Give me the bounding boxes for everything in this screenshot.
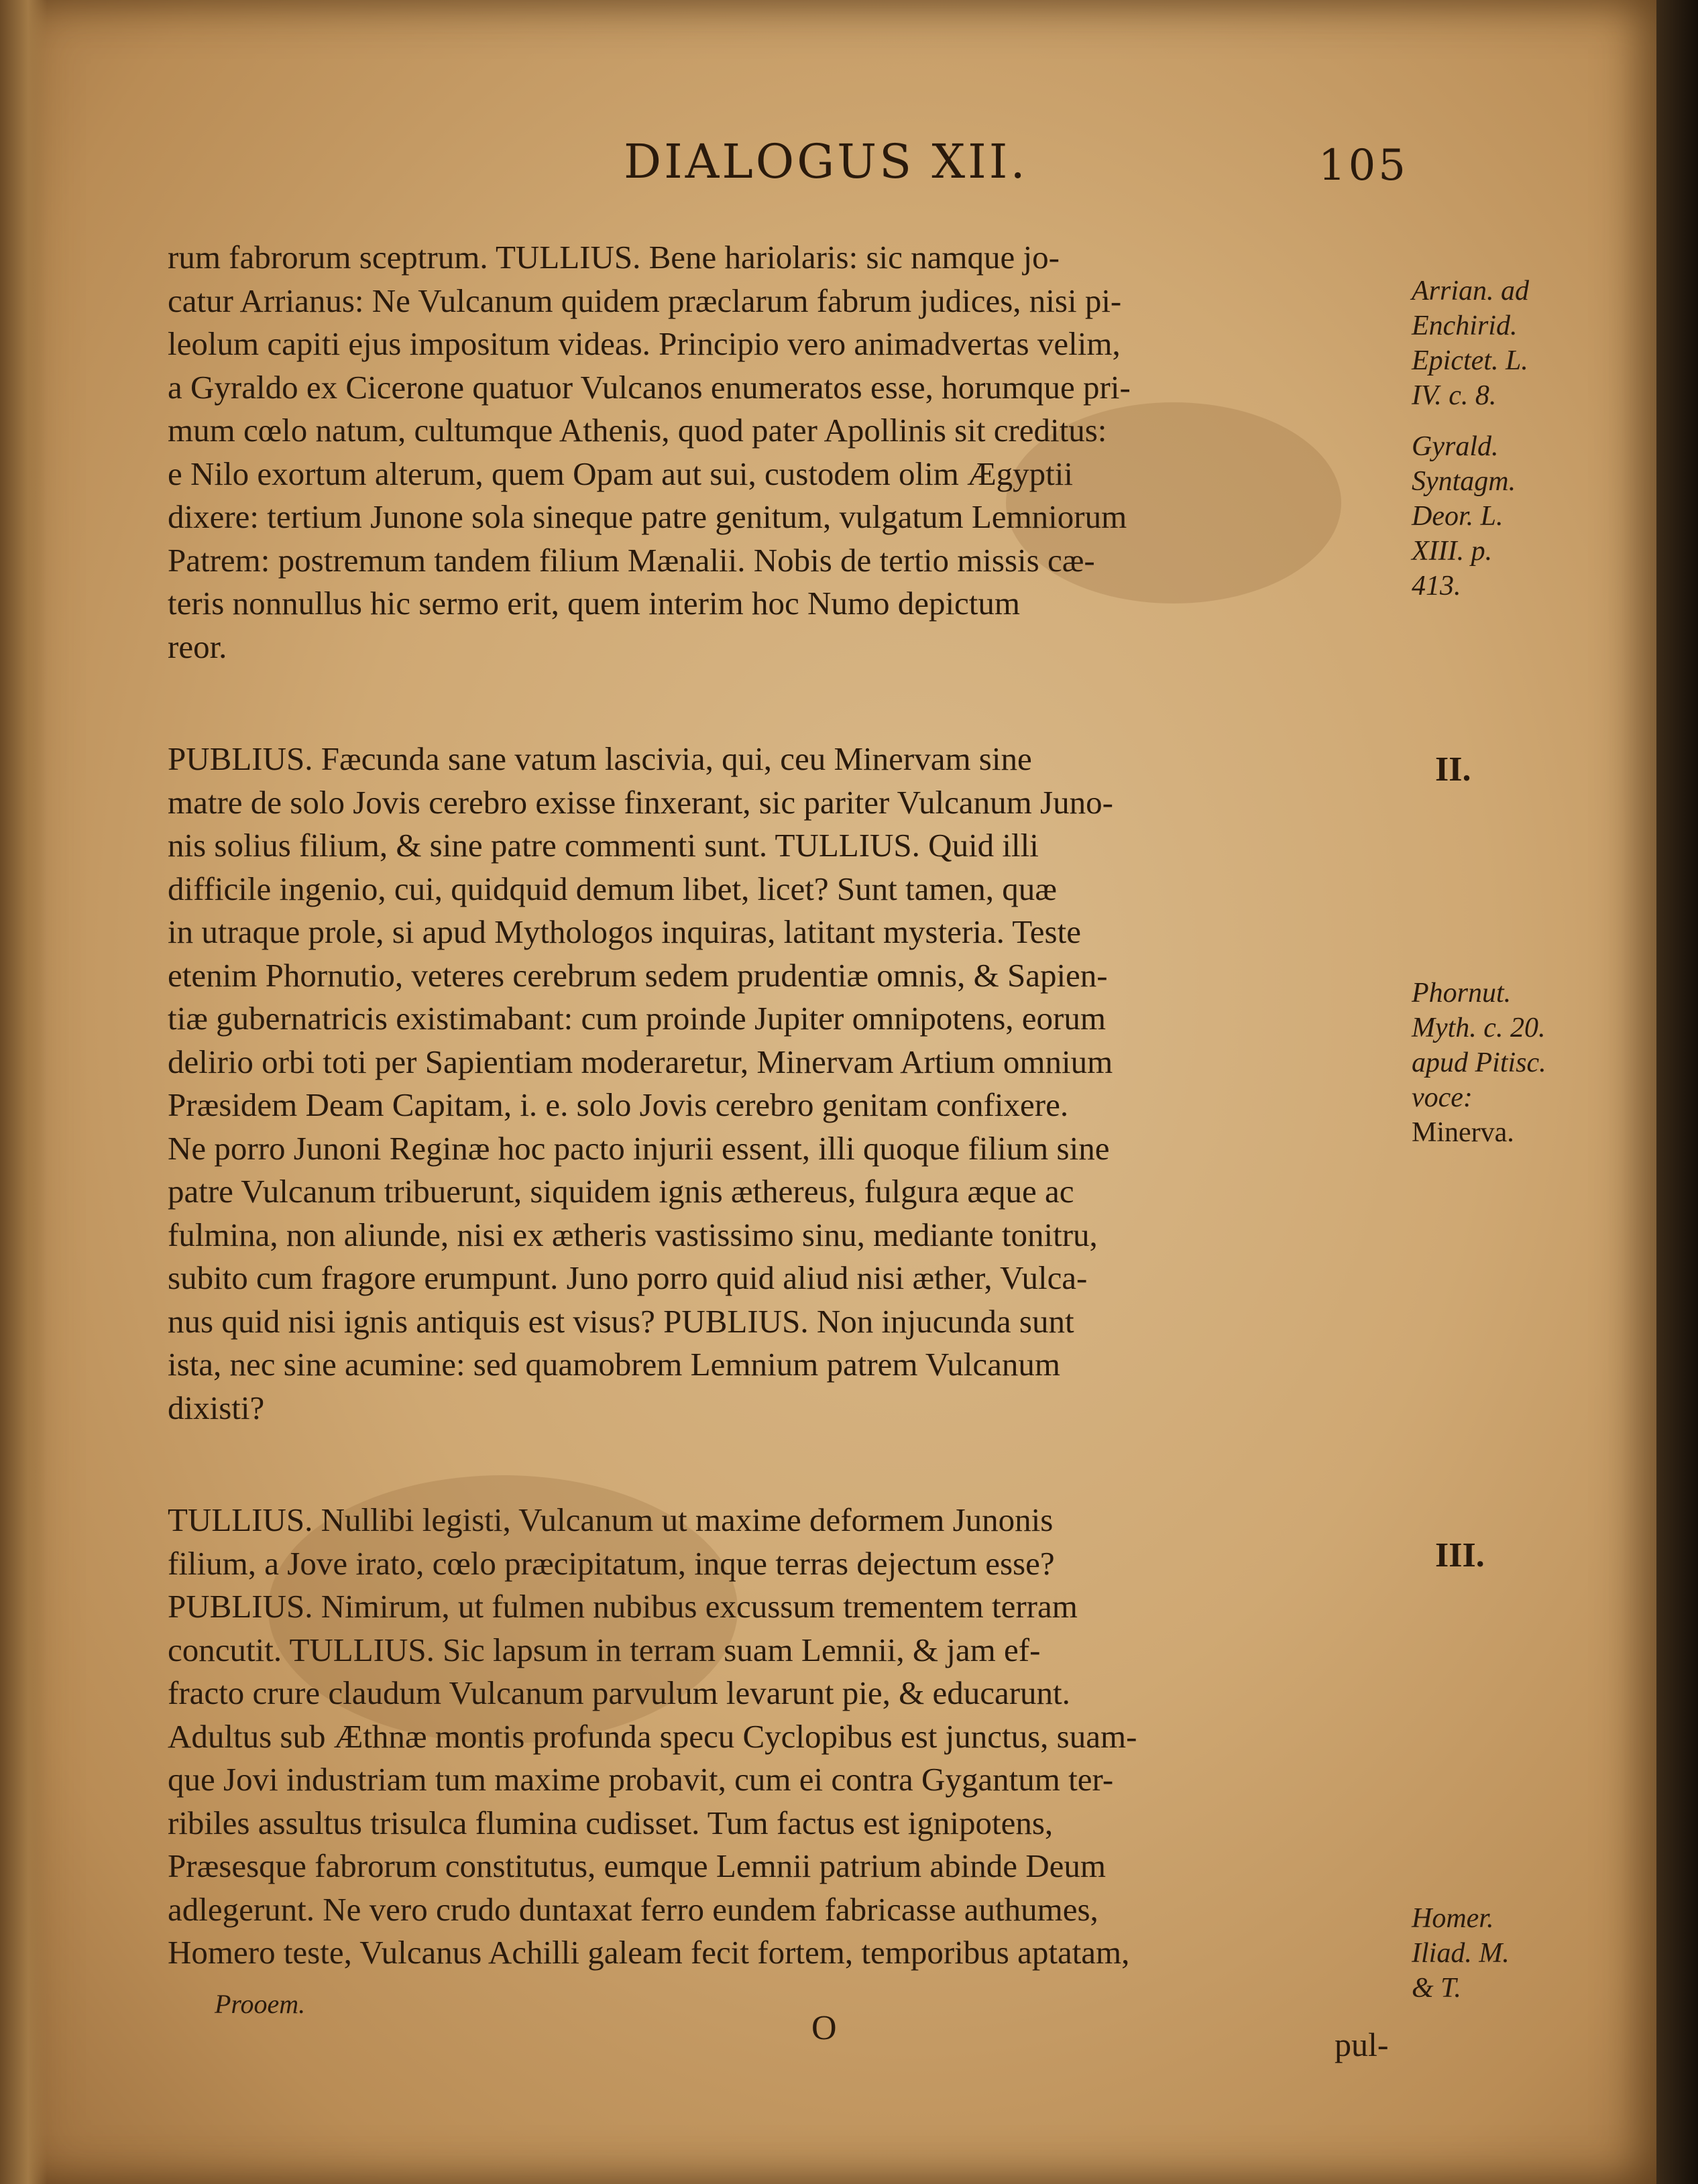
margin-note-line: Iliad. M. [1412,1938,1510,1969]
text-line: difficile ingenio, cui, quidquid demum libet, licet? Sunt tamen, quæ [168,870,1057,907]
text-line: Ne porro Junoni Reginæ hoc pacto injurii essent, illi quoque filium sine [168,1129,1110,1167]
signature-mark: O [811,2009,837,2047]
text-line: nis solius filium, & sine patre commenti sunt. TULLIUS. Quid illi [168,827,1039,864]
margin-note-gyrald [1412,429,1626,604]
text-line: concutit. TULLIUS. Sic lapsum in terram suam Lemnii, & jam ef- [168,1631,1041,1668]
margin-note-line: Phornut. [1412,978,1512,1009]
text-line: nus quid nisi ignis antiquis est visus? PUBLIUS. Non injucunda sunt [168,1302,1074,1340]
page-title: DIALOGUS XII. [624,134,1028,189]
text-line: matre de solo Jovis cerebro exisse finxerant, sic pariter Vulcanum Juno- [168,783,1113,821]
margin-note-phornut [1412,976,1626,1150]
text-line: Præsesque fabrorum constitutus, eumque Lemnii patrium abinde Deum [168,1847,1106,1884]
text-line: filium, a Jove irato, cœlo præcipitatum, inque terras dejectum esse? [168,1544,1055,1582]
section-number-2: II. [1435,750,1471,789]
text-line: patre Vulcanum tribuerunt, siquidem ignis æthereus, fulgura æque ac [168,1173,1074,1210]
text-line: etenim Phornutio, veteres cerebrum sedem prudentiæ omnis, & Sapien- [168,956,1108,994]
text-line: in utraque prole, si apud Mythologos inquiras, latitant mysteria. Teste [168,913,1081,950]
text-line: fracto crure claudum Vulcanum parvulum levarunt pie, & educarunt. [168,1674,1070,1711]
paragraph-3 [168,1499,1408,1975]
paragraph-2 [168,738,1408,1430]
text-line: fulmina, non aliunde, nisi ex ætheris vastissimo sinu, mediante tonitru, [168,1216,1098,1253]
text-line: teris nonnullus hic sermo erit, quem interim hoc Numo depictum [168,585,1021,622]
text-line: adlegerunt. Ne vero crudo duntaxat ferro eundem fabricasse authumes, [168,1890,1098,1928]
margin-note-line: Myth. c. 20. [1412,1013,1546,1043]
margin-note-line: Arrian. ad [1412,276,1530,306]
section-number-3: III. [1435,1536,1485,1574]
text-line: ista, nec sine acumine: sed quamobrem Lemnium patrem Vulcanum [168,1346,1061,1383]
text-line: ribiles assultus trisulca flumina cudisset. Tum factus est ignipotens, [168,1804,1054,1841]
text-line: tiæ gubernatricis existimabant: cum proinde Jupiter omnipotens, eorum [168,1000,1106,1037]
text-line: Homero teste, Vulcanus Achilli galeam fecit fortem, temporibus aptatam, [168,1934,1130,1971]
margin-note-line: Deor. L. [1412,501,1504,532]
text-line: rum fabrorum sceptrum. TULLIUS. Bene hariolaris: sic namque jo- [168,239,1060,276]
margin-note-line: IV. c. 8. [1412,380,1497,411]
margin-note-line: Gyrald. [1412,431,1499,462]
text-line: reor. [168,628,227,665]
page-edge [1656,0,1698,2184]
text-line: Adultus sub Æthnæ montis profunda specu Cyclopibus est junctus, suam- [168,1717,1137,1755]
text-line: que Jovi industriam tum maxime probavit, cum ei contra Gygantum ter- [168,1761,1114,1798]
margin-note-line: voce: [1412,1082,1473,1113]
text-line: e Nilo exortum alterum, quem Opam aut sui, custodem olim Ægyptii [168,455,1074,492]
text-line: a Gyraldo ex Cicerone quatuor Vulcanos enumeratos esse, horumque pri- [168,368,1131,406]
text-line: Patrem: postremum tandem filium Mænalii. Nobis de tertio missis cæ- [168,541,1095,579]
margin-note-line: XIII. p. [1412,536,1493,567]
text-line: catur Arrianus: Ne Vulcanum quidem præclarum fabrum judices, nisi pi- [168,282,1122,319]
text-line: subito cum fragore erumpunt. Juno porro quid aliud nisi æther, Vulca- [168,1259,1088,1296]
text-line: dixisti? [168,1389,265,1426]
text-line: PUBLIUS. Fæcunda sane vatum lascivia, qui, ceu Minervam sine [168,740,1032,777]
paragraph-1 [168,236,1408,669]
margin-note-arrian [1412,274,1626,413]
text-line: PUBLIUS. Nimirum, ut fulmen nubibus excussum trementem terram [168,1588,1078,1625]
margin-note-line: & T. [1412,1973,1461,2004]
margin-note-line: Minerva. [1412,1117,1514,1148]
text-line: dixere: tertium Junone sola sineque patre genitum, vulgatum Lemniorum [168,498,1127,535]
margin-note-line: Enchirid. [1412,310,1518,341]
catchword: pul- [1335,2026,1389,2063]
margin-note-line: Syntagm. [1412,466,1516,497]
text-line: TULLIUS. Nullibi legisti, Vulcanum ut maxime deformem Junonis [168,1501,1054,1538]
margin-note-line: Homer. [1412,1903,1494,1934]
text-line: delirio orbi toti per Sapientiam moderaretur, Minervam Artium omnium [168,1043,1113,1080]
prooem-reference: Prooem. [215,1989,306,2019]
text-line: leolum capiti ejus impositum videas. Principio vero animadvertas velim, [168,325,1121,362]
margin-note-line: 413. [1412,571,1461,601]
margin-note-line: Epictet. L. [1412,345,1528,376]
margin-note-homer [1412,1901,1626,2006]
page-gutter [0,0,47,2184]
margin-note-line: apud Pitisc. [1412,1047,1546,1078]
running-header [624,134,1428,194]
text-line: mum cœlo natum, cultumque Athenis, quod pater Apollinis sit creditus: [168,412,1107,449]
text-line: Præsidem Deam Capitam, i. e. solo Jovis cerebro genitam confixere. [168,1086,1069,1123]
page-number: 105 [1318,141,1408,190]
